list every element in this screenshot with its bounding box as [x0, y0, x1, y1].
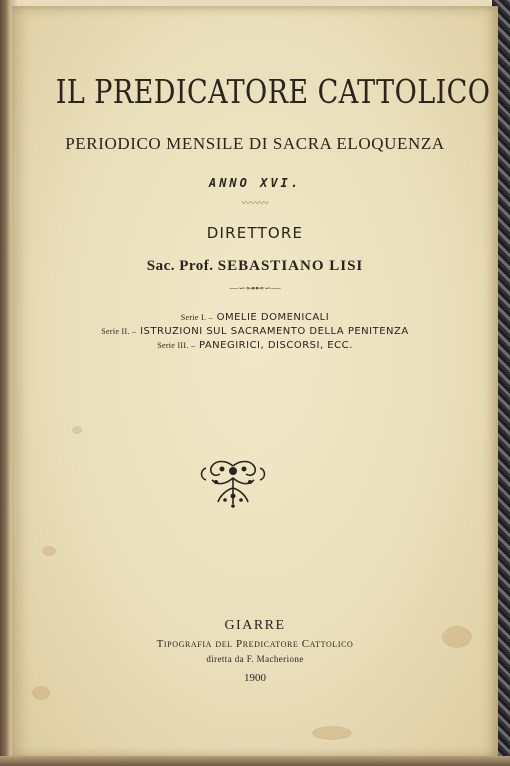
page-bottom-edge — [0, 756, 510, 766]
series-label: Serie II. – — [101, 327, 137, 336]
imprint-printer: Tipografia del Predicatore Cattolico — [156, 638, 354, 650]
foxing-spot — [72, 426, 82, 434]
series-text: OMELIE DOMENICALI — [216, 312, 330, 323]
series-text: ISTRUZIONI SUL SACRAMENTO DELLA PENITENZA — [140, 326, 409, 337]
floral-ornament-icon — [198, 458, 268, 510]
title-page — [12, 6, 498, 758]
decorative-rule: —∽⊶⊷∽— — [229, 283, 281, 293]
volume-year: ANNO XVI. — [208, 176, 302, 190]
series-line — [12, 326, 498, 337]
series-label: Serie I. – — [180, 313, 213, 322]
editor-prefix: Sac. Prof. — [146, 258, 214, 274]
foxing-spot — [32, 686, 50, 700]
editor-line — [12, 258, 498, 275]
series-line — [12, 312, 498, 323]
imprint-place: GIARRE — [224, 618, 286, 633]
series-line — [12, 340, 498, 351]
editor-name: SEBASTIANO LISI — [217, 258, 364, 274]
series-label: Serie III. – — [157, 341, 196, 350]
imprint-year: 1900 — [244, 672, 266, 684]
series-text: PANEGIRICI, DISCORSI, ECC. — [198, 340, 353, 351]
publication-subtitle: PERIODICO MENSILE DI SACRA ELOQUENZA — [65, 134, 445, 153]
role-heading: DIRETTORE — [206, 224, 304, 242]
foxing-spot — [42, 546, 56, 556]
small-flourish: 〰〰〰 — [241, 198, 269, 208]
imprint-director: diretta da F. Macherione — [206, 654, 304, 664]
publication-title: IL PREDICATORE CATTOLICO — [55, 72, 491, 111]
foxing-spot — [312, 726, 352, 740]
